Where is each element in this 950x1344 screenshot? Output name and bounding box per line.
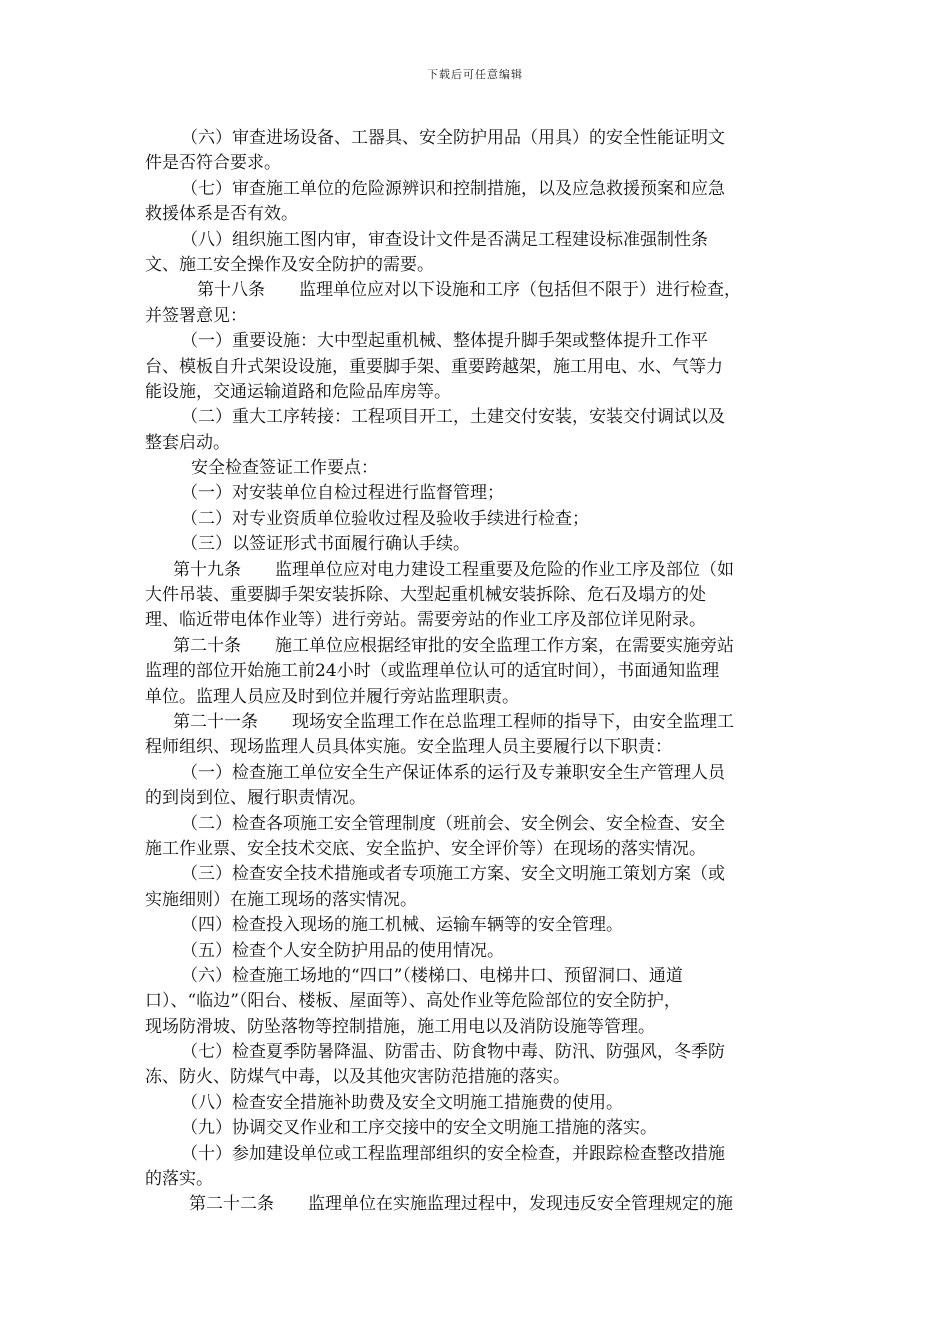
text-line: 文、施工安全操作及安全防护的需要。	[145, 254, 434, 275]
text-line: 第十八条 监理单位应对以下设施和工序（包括但不限于）进行检查，	[197, 280, 741, 301]
text-line: 口）、“临边”（阳台、楼板、屋面等）、高处作业等危险部位的安全防护，	[145, 991, 681, 1012]
text-line: （一）检查施工单位安全生产保证体系的运行及专兼职安全生产管理人员	[181, 762, 725, 783]
text-line: 大件吊装、重要脚手架安装拆除、大型起重机械安装拆除、危石及塌方的处	[145, 585, 706, 606]
text-line: 施工作业票、安全技术交底、安全监护、安全评价等）在现场的落实情况。	[145, 838, 706, 859]
text-line: 台、模板自升式架设设施，重要脚手架、重要跨越架，施工用电、水、气等力	[145, 356, 723, 377]
text-line: 现场防滑坡、防坠落物等控制措施，施工用电以及消防设施等管理。	[145, 1016, 655, 1037]
document-body	[145, 126, 810, 1218]
text-line: （三）以签证形式书面履行确认手续。	[181, 534, 470, 555]
text-line: 监理的部位开始施工前24小时（或监理单位认可的适宜时间），书面通知监理	[145, 661, 720, 682]
text-line: （八）检查安全措施补助费及安全文明施工措施费的使用。	[181, 1092, 623, 1113]
text-line: （八）组织施工图内审，审查设计文件是否满足工程建设标准强制性条	[181, 229, 708, 250]
text-line: （六）检查施工场地的“四口”（楼梯口、电梯井口、预留洞口、通道	[181, 965, 683, 986]
text-line: （三）检查安全技术措施或者专项施工方案、安全文明施工策划方案（或	[181, 864, 725, 885]
text-line: （一）重要设施：大中型起重机械、整体提升脚手架或整体提升工作平	[181, 331, 708, 352]
text-line: （七）检查夏季防暑降温、防雷击、防食物中毒、防汛、防强风，冬季防	[181, 1042, 725, 1063]
text-line: 的到岗到位、履行职责情况。	[145, 788, 366, 809]
text-line: 第十九条 监理单位应对电力建设工程重要及危险的作业工序及部位（如	[173, 559, 734, 580]
text-line: 单位。监理人员应及时到位并履行旁站监理职责。	[145, 686, 519, 707]
page-header-note: 下载后可任意编辑	[427, 68, 523, 81]
text-line: 件是否符合要求。	[145, 153, 281, 174]
text-line: 实施细则）在施工现场的落实情况。	[145, 889, 417, 910]
text-line: （七）审查施工单位的危险源辨识和控制措施，以及应急救援预案和应急	[181, 178, 725, 199]
text-line: （五）检查个人安全防护用品的使用情况。	[181, 940, 504, 961]
text-line: 整套启动。	[145, 432, 230, 453]
text-line: 第二十条 施工单位应根据经审批的安全监理工作方案，在需要实施旁站	[173, 635, 734, 656]
text-line: 第二十一条 现场安全监理工作在总监理工程师的指导下，由安全监理工	[173, 711, 734, 732]
text-line: （二）检查各项施工安全管理制度（班前会、安全例会、安全检查、安全	[181, 813, 725, 834]
text-line: 冻、防火、防煤气中毒，以及其他灾害防范措施的落实。	[145, 1067, 570, 1088]
text-line: （六）审查进场设备、工器具、安全防护用品（用具）的安全性能证明文	[181, 128, 725, 148]
text-line: 能设施，交通运输道路和危险品库房等。	[145, 381, 451, 402]
text-line: 安全检查签证工作要点：	[191, 458, 378, 479]
text-line: （二）对专业资质单位验收过程及验收手续进行检查；	[181, 508, 589, 529]
text-line: （二）重大工序转接：工程项目开工，土建交付安装，安装交付调试以及	[181, 407, 725, 428]
text-line: 程师组织、现场监理人员具体实施。安全监理人员主要履行以下职责：	[145, 737, 672, 758]
text-line: 的落实。	[145, 1169, 213, 1190]
text-line: 理、临近带电体作业等）进行旁站。需要旁站的作业工序及部位详见附录。	[145, 610, 706, 631]
text-line: （十）参加建设单位或工程监理部组织的安全检查，并跟踪检查整改措施	[181, 1143, 725, 1164]
text-line: （九）协调交叉作业和工序交接中的安全文明施工措施的落实。	[181, 1118, 657, 1139]
text-line: （一）对安装单位自检过程进行监督管理；	[181, 483, 504, 504]
text-line: 第二十二条 监理单位在实施监理过程中，发现违反安全管理规定的施	[189, 1194, 733, 1215]
text-line: （四）检查投入现场的施工机械、运输车辆等的安全管理。	[181, 915, 623, 936]
text-line: 并签署意见：	[145, 305, 247, 326]
text-line: 救援体系是否有效。	[145, 204, 298, 225]
